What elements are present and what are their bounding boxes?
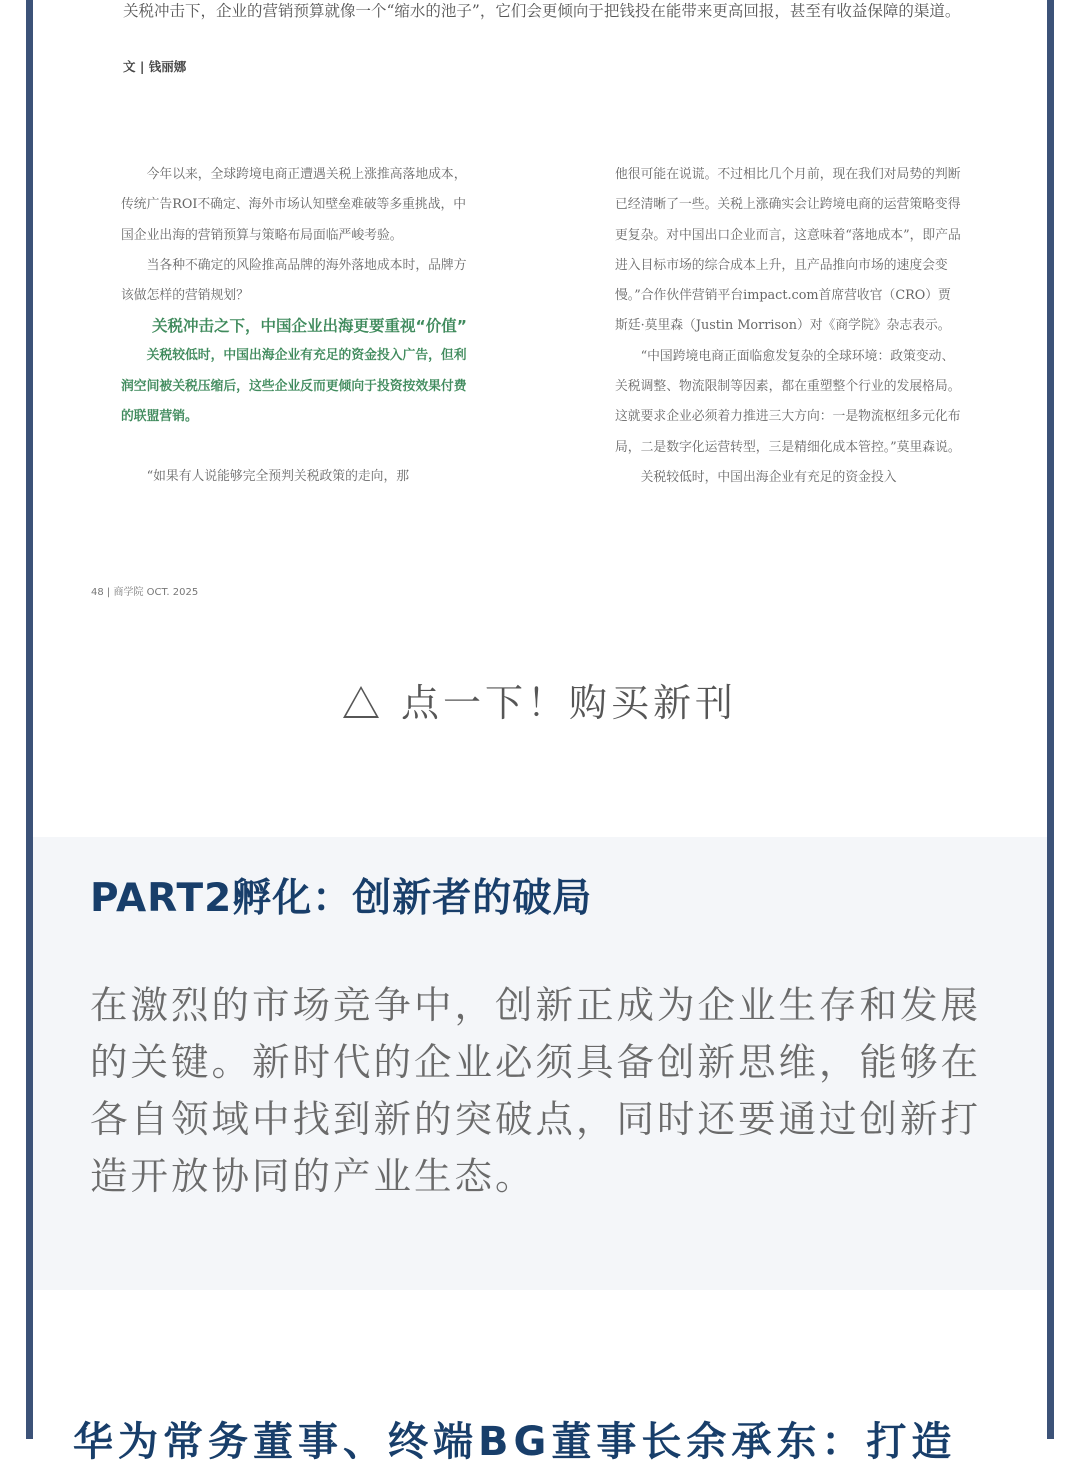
magazine-intro: 关税冲击下，企业的营销预算就像一个“缩水的池子”，它们会更倾向于把钱投在能带来更高回报，甚至有收益保障的渠道。 xyxy=(123,2,961,20)
left-col-paragraph: 当各种不确定的风险推高品牌的海外落地成本时，品牌方该做怎样的营销规划？ xyxy=(121,257,467,304)
right-col-paragraph: 关税较低时，中国出海企业有充足的资金投入 xyxy=(640,469,897,485)
magazine-folio: 48 | 商学院 OCT. 2025 xyxy=(91,587,199,598)
right-col-paragraph: 他很可能在说谎。不过相比几个月前，现在我们对局势的判断已经清晰了一些。关税上涨确实会让跨境电商的运营策略变得更复杂。对中国出口企业而言，这意味着“落地成本”，即产品进入目标市场的综合成本上升，且产品推向市场的速度会变慢。”合作伙伴营销平台impact.com首席营收官（CRO）贾斯廷·莫里森（Justin Morrison）对《商学院》杂志表示。 xyxy=(615,167,961,334)
part2-body: 在激烈的市场竞争中，创新正成为企业生存和发展的关键。新时代的企业必须具备创新思维，能够在各自领域中找到新的突破点，同时还要通过创新打造开放协同的产业生态。 xyxy=(90,983,981,1198)
triangle-outline-icon xyxy=(343,686,379,718)
right-col-paragraph: “中国跨境电商正面临愈发复杂的全球环境：政策变动、关税调整、物流限制等因素，都在重塑整个行业的发展格局。这就要求企业必须着力推进三大方向：一是物流枢纽多元化布局，二是数字化运营转型，三是精细化成本管控。”莫里森说。 xyxy=(615,348,961,455)
left-col-paragraph: “如果有人说能够完全预判关税政策的走向，那 xyxy=(146,469,410,485)
left-col-paragraph: 今年以来，全球跨境电商正遭遇关税上涨推高落地成本，传统广告ROI不确定、海外市场认知壁垒难破等多重挑战，中国企业出海的营销预算与策略布局面临严峻考验。 xyxy=(121,167,467,243)
magazine-page-image xyxy=(33,0,1047,640)
buy-new-issue-button[interactable] xyxy=(0,672,1080,727)
magazine-green-paragraph: 关税较低时，中国出海企业有充足的资金投入广告，但利润空间被关税压缩后，这些企业反而更倾向于投资按效果付费的联盟营销。 xyxy=(121,348,467,425)
magazine-byline: 文 | 钱丽娜 xyxy=(123,59,187,74)
buy-button-label: 点一下！购买新刊 xyxy=(400,681,737,725)
magazine-right-column xyxy=(615,160,963,493)
buy-section xyxy=(33,640,1047,840)
magazine-left-column xyxy=(121,160,469,493)
magazine-subheading: 关税冲击之下，中国企业出海更要重视“价值” xyxy=(152,317,467,336)
next-section-title: 华为常务董事、终端BG董事长余承东：打造 xyxy=(73,1419,957,1465)
part2-title: PART2孵化：创新者的破局 xyxy=(90,876,593,921)
part2-panel xyxy=(33,837,1047,1290)
